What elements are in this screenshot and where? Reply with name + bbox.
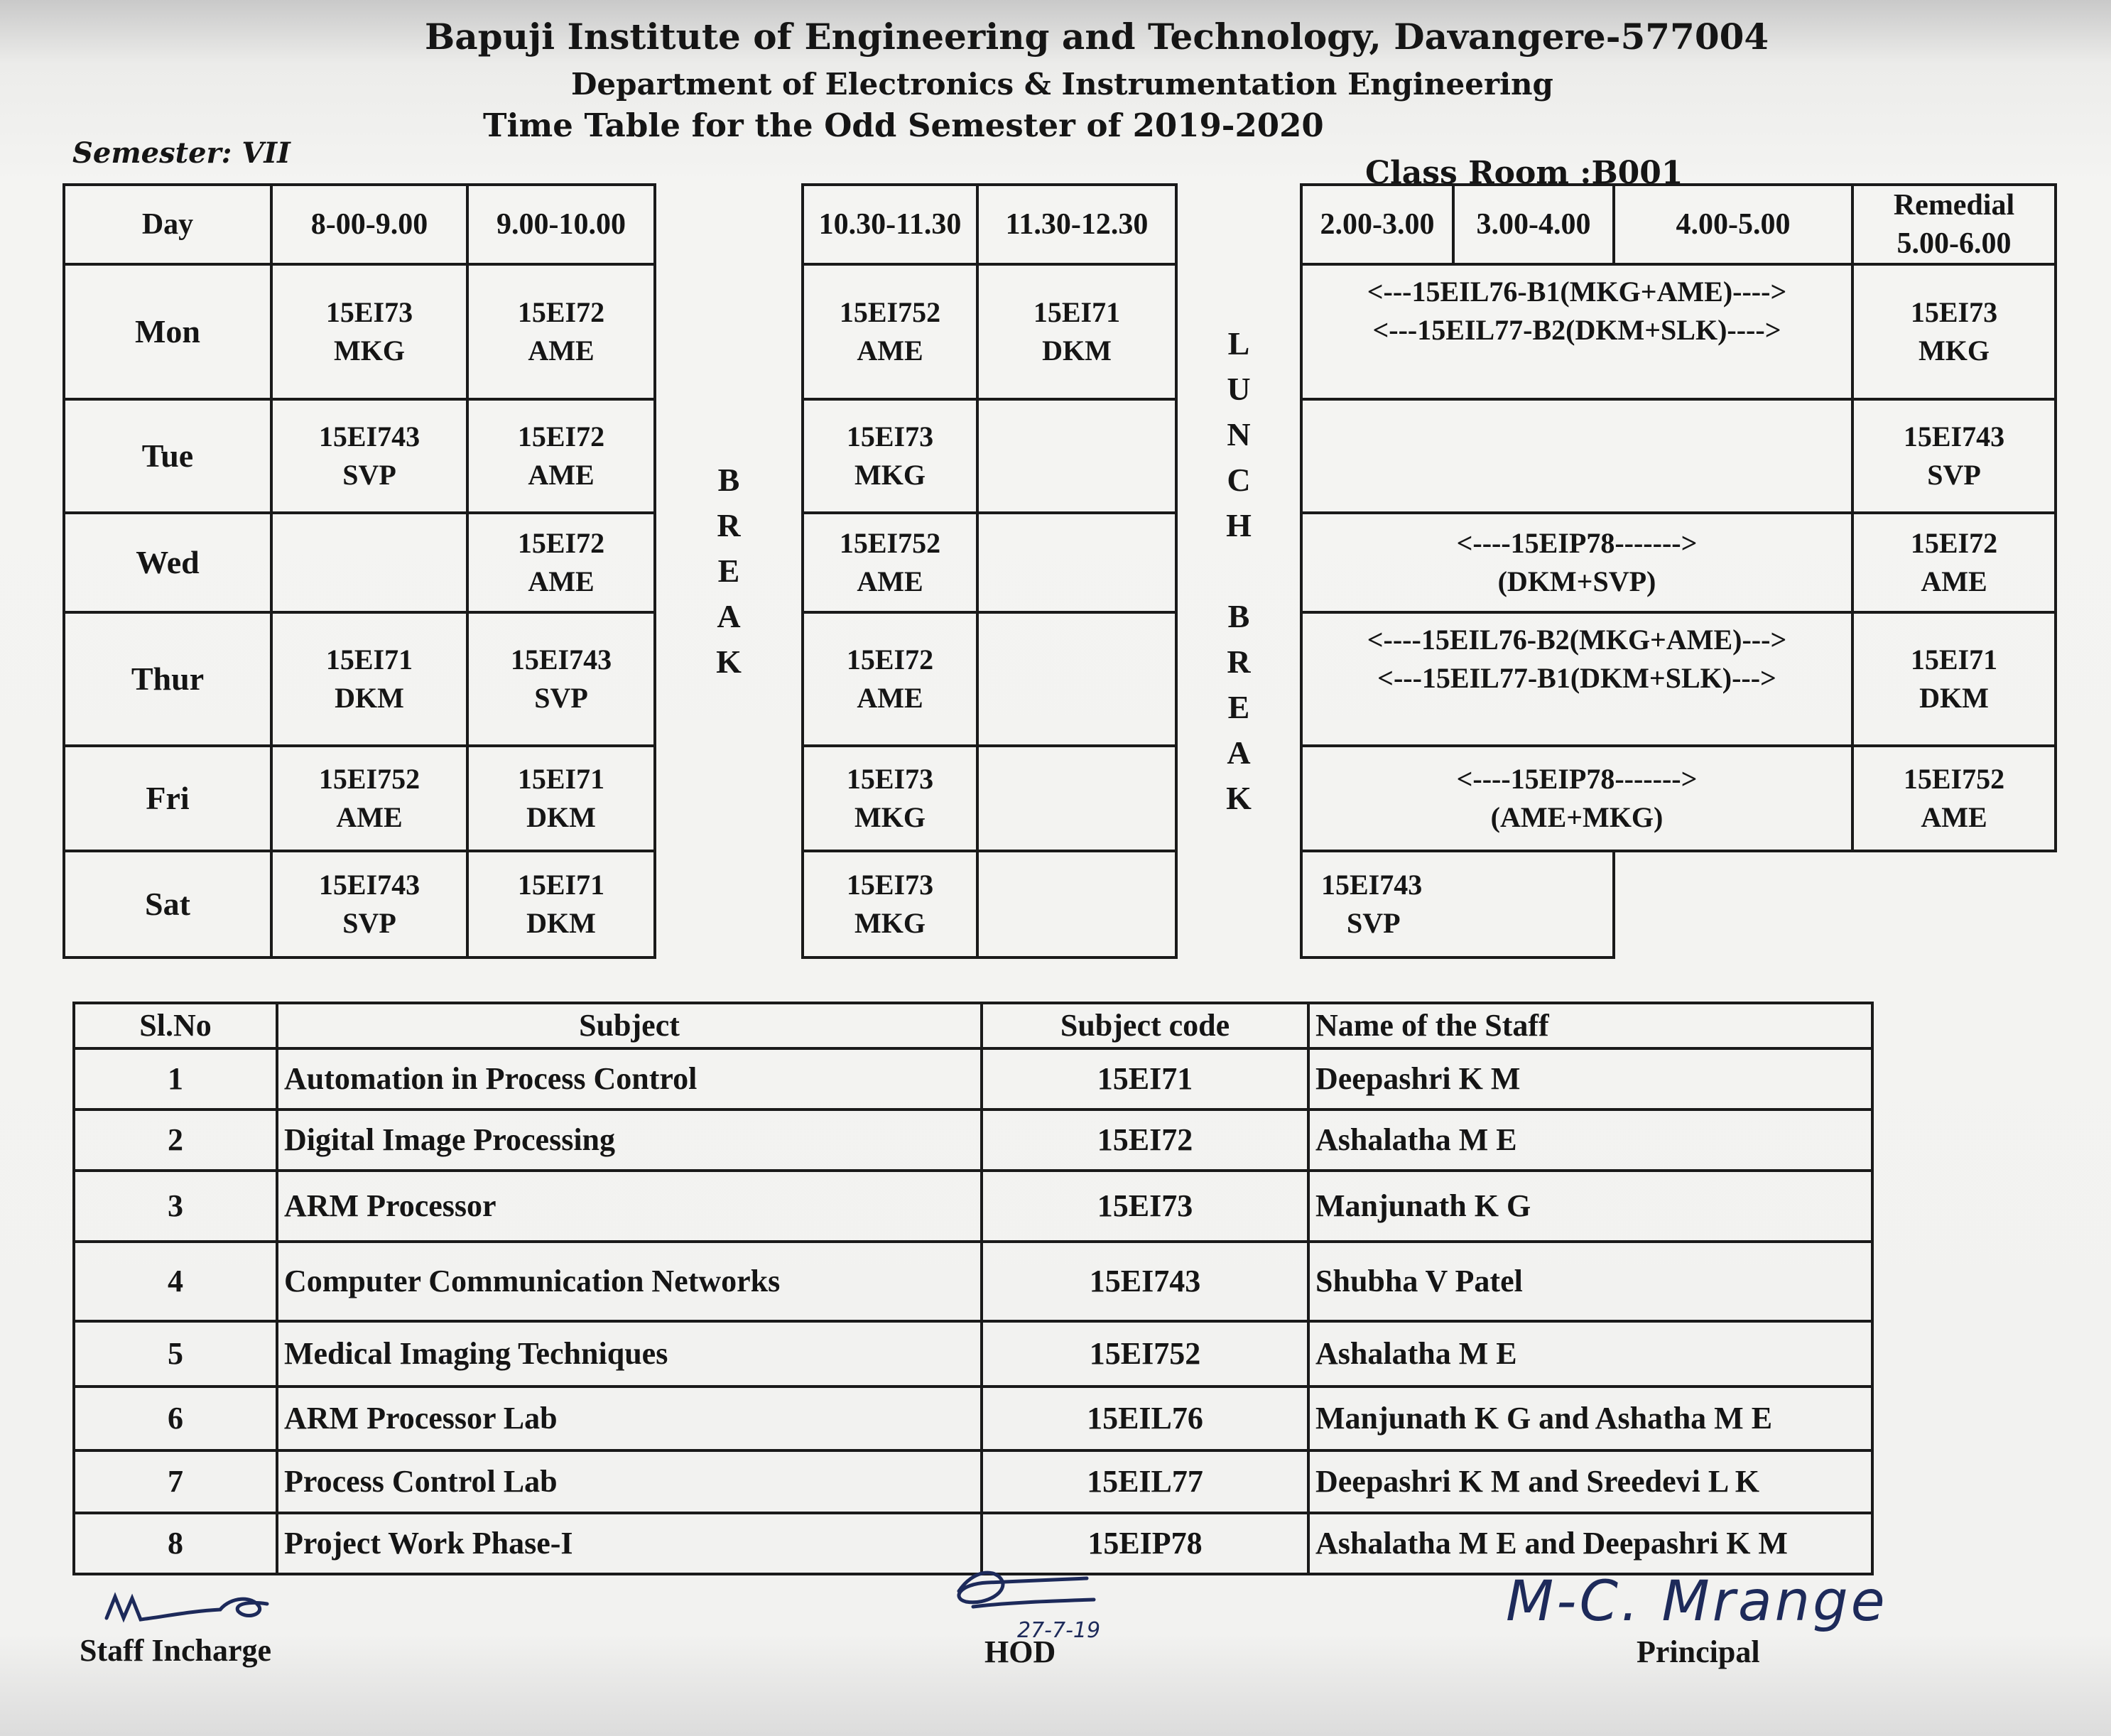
timetable-row-thur <box>64 612 2056 746</box>
subject-cell: Automation in Process Control <box>277 1048 982 1110</box>
break-vertical-text: B R E A K <box>716 462 742 680</box>
break-column <box>655 185 803 957</box>
slot-cell: 15EI752 AME <box>803 264 977 399</box>
remedial-cell: 15EI743 SVP <box>1852 399 2056 513</box>
subject-row <box>74 1242 1872 1321</box>
slot-cell: 15EI752 AME <box>271 746 467 851</box>
slot-cell: 15EI71 DKM <box>271 612 467 746</box>
day-cell: Sat <box>64 851 271 957</box>
afternoon-lab-cell: <---15EIL76-B1(MKG+AME)----> <---15EIL77-B2(DKM+SLK)----> <box>1301 264 1852 399</box>
afternoon-project-cell: <----15EIP78-------> (AME+MKG) <box>1301 746 1852 851</box>
code-cell: 15EI743 <box>982 1242 1308 1321</box>
slot-cell: 15EI72 AME <box>467 399 655 513</box>
subject-cell: ARM Processor Lab <box>277 1387 982 1450</box>
afternoon-lab-cell: <----15EIL76-B2(MKG+AME)---> <---15EIL77-B1(DKM+SLK)---> <box>1301 612 1852 746</box>
slot-cell: 15EI752 AME <box>803 513 977 612</box>
staff-cell: Deepashri K M and Sreedevi L K <box>1308 1450 1872 1513</box>
header-remedial: Remedial 5.00-6.00 <box>1852 185 2056 264</box>
classroom-label: Class Room :B001 <box>1365 155 1683 191</box>
day-cell: Fri <box>64 746 271 851</box>
subject-row <box>74 1450 1872 1513</box>
slno-cell: 7 <box>74 1450 277 1513</box>
staff-cell: Manjunath K G and Ashatha M E <box>1308 1387 1872 1450</box>
day-cell: Tue <box>64 399 271 513</box>
empty-cell <box>1614 851 1852 957</box>
staff-incharge-signature <box>99 1583 284 1639</box>
slot-cell: 15EI72 AME <box>467 513 655 612</box>
header-subject: Subject <box>277 1003 982 1048</box>
afternoon-slot-cell: 15EI743 SVP <box>1301 851 1614 957</box>
timetable-title: Time Table for the Odd Semester of 2019-2020 <box>483 107 1324 144</box>
slot-cell: 15EI743 SVP <box>271 399 467 513</box>
remedial-cell: 15EI71 DKM <box>1852 612 2056 746</box>
hod-sign-date: 27-7-19 <box>1017 1618 1101 1643</box>
header-slot-7: 4.00-5.00 <box>1614 185 1852 264</box>
code-cell: 15EIL77 <box>982 1450 1308 1513</box>
slot-cell: 15EI71 DKM <box>467 746 655 851</box>
day-cell: Wed <box>64 513 271 612</box>
staff-cell: Ashalatha M E <box>1308 1321 1872 1387</box>
subject-cell: Medical Imaging Techniques <box>277 1321 982 1387</box>
slno-cell: 1 <box>74 1048 277 1110</box>
subject-row <box>74 1048 1872 1110</box>
timetable-row-fri <box>64 746 2056 851</box>
slno-cell: 2 <box>74 1110 277 1171</box>
staff-incharge-label: Staff Incharge <box>80 1633 272 1668</box>
subject-cell: Computer Communication Networks <box>277 1242 982 1321</box>
header-slot-5: 2.00-3.00 <box>1301 185 1453 264</box>
slot-cell <box>271 513 467 612</box>
department-name: Department of Electronics & Instrumentation Engineering <box>571 67 1553 102</box>
lunch-break-vertical-text: L U N C H B R E A K <box>1226 325 1252 816</box>
timetable-header-row <box>64 185 2056 264</box>
slot-cell <box>977 851 1176 957</box>
slot-cell: 15EI71 DKM <box>977 264 1176 399</box>
institute-name: Bapuji Institute of Engineering and Technology, Davangere-577004 <box>425 16 1769 58</box>
subject-row <box>74 1171 1872 1242</box>
subject-cell: Digital Image Processing <box>277 1110 982 1171</box>
header-slno: Sl.No <box>74 1003 277 1048</box>
afternoon-lab-cell <box>1301 399 1852 513</box>
hod-label: HOD <box>984 1634 1056 1669</box>
code-cell: 15EI71 <box>982 1048 1308 1110</box>
slot-cell: 15EI73 MKG <box>803 746 977 851</box>
slot-cell <box>977 612 1176 746</box>
remedial-cell: 15EI73 MKG <box>1852 264 2056 399</box>
header-slot-3: 10.30-11.30 <box>803 185 977 264</box>
slot-cell: 15EI743 SVP <box>467 612 655 746</box>
slot-cell: 15EI72 AME <box>467 264 655 399</box>
staff-cell: Shubha V Patel <box>1308 1242 1872 1321</box>
staff-cell: Deepashri K M <box>1308 1048 1872 1110</box>
staff-cell: Ashalatha M E <box>1308 1110 1872 1171</box>
slot-cell: 15EI73 MKG <box>271 264 467 399</box>
code-cell: 15EI73 <box>982 1171 1308 1242</box>
code-cell: 15EI72 <box>982 1110 1308 1171</box>
hod-signature <box>945 1563 1108 1627</box>
slot-cell: 15EI73 MKG <box>803 399 977 513</box>
subject-cell: Process Control Lab <box>277 1450 982 1513</box>
lunch-break-column <box>1176 185 1301 957</box>
slot-cell <box>977 399 1176 513</box>
header-slot-1: 8-00-9.00 <box>271 185 467 264</box>
slot-cell: 15EI743 SVP <box>271 851 467 957</box>
slot-cell: 15EI73 MKG <box>803 851 977 957</box>
staff-cell: Ashalatha M E and Deepashri K M <box>1308 1513 1872 1574</box>
timetable-row-sat <box>64 851 2056 957</box>
slot-cell: 15EI72 AME <box>803 612 977 746</box>
remedial-cell: 15EI72 AME <box>1852 513 2056 612</box>
afternoon-project-cell: <----15EIP78-------> (DKM+SVP) <box>1301 513 1852 612</box>
slot-cell: 15EI71 DKM <box>467 851 655 957</box>
header-staff: Name of the Staff <box>1308 1003 1872 1048</box>
subject-row <box>74 1321 1872 1387</box>
code-cell: 15EI752 <box>982 1321 1308 1387</box>
header-slot-2: 9.00-10.00 <box>467 185 655 264</box>
header-code: Subject code <box>982 1003 1308 1048</box>
remedial-cell: 15EI752 AME <box>1852 746 2056 851</box>
subject-cell: ARM Processor <box>277 1171 982 1242</box>
staff-cell: Manjunath K G <box>1308 1171 1872 1242</box>
code-cell: 15EIP78 <box>982 1513 1308 1574</box>
slno-cell: 8 <box>74 1513 277 1574</box>
slot-cell <box>977 513 1176 612</box>
slno-cell: 4 <box>74 1242 277 1321</box>
day-cell: Thur <box>64 612 271 746</box>
semester-label: Semester: VII <box>72 136 291 170</box>
timetable <box>63 183 2057 959</box>
timetable-row-mon <box>64 264 2056 399</box>
principal-signature: M-C. Mrange <box>1506 1570 1888 1634</box>
subject-row <box>74 1387 1872 1450</box>
day-cell: Mon <box>64 264 271 399</box>
header-slot-4: 11.30-12.30 <box>977 185 1176 264</box>
subjects-header-row <box>74 1003 1872 1048</box>
timetable-row-wed <box>64 513 2056 612</box>
empty-cell <box>1852 851 2056 957</box>
subject-cell: Project Work Phase-I <box>277 1513 982 1574</box>
principal-label: Principal <box>1637 1634 1760 1669</box>
slno-cell: 6 <box>74 1387 277 1450</box>
slno-cell: 5 <box>74 1321 277 1387</box>
slno-cell: 3 <box>74 1171 277 1242</box>
timetable-row-tue <box>64 399 2056 513</box>
subjects-table <box>72 1002 1874 1575</box>
subject-row <box>74 1110 1872 1171</box>
slot-cell <box>977 746 1176 851</box>
header-day: Day <box>64 185 271 264</box>
code-cell: 15EIL76 <box>982 1387 1308 1450</box>
header-slot-6: 3.00-4.00 <box>1453 185 1614 264</box>
